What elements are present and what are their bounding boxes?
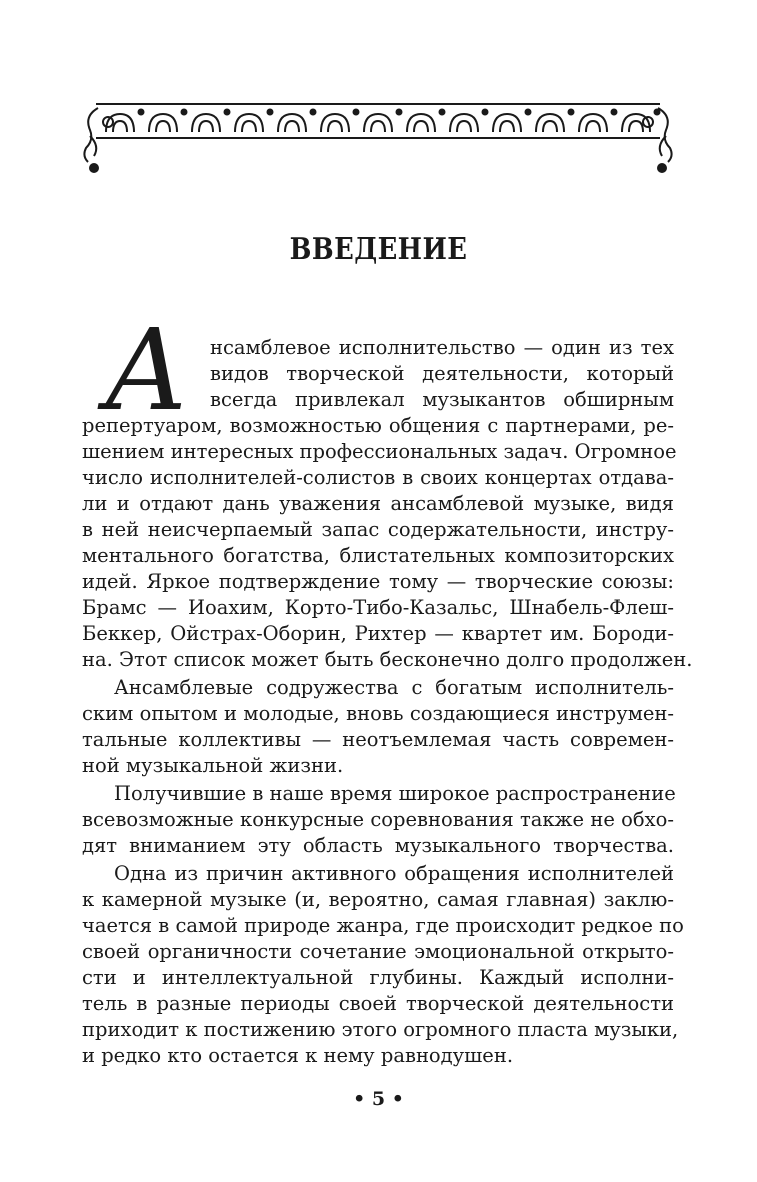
ornament-scroll	[450, 114, 478, 132]
ornament-dot	[354, 110, 359, 115]
ornament-dot	[569, 110, 574, 115]
text-line: всегда привлекал музыкантов обширным	[210, 388, 674, 411]
ornament-dot	[440, 110, 445, 115]
text-line: приходит к постижению этого огромного пласта музыки,	[82, 1018, 679, 1041]
text-line: шением интересных профессиональных задач. Огромное	[82, 440, 677, 463]
ornament-scroll	[579, 114, 607, 132]
text-line: ли и отдают дань уважения ансамблевой музыке, видя	[82, 492, 674, 515]
ornament-dot	[526, 110, 531, 115]
ornament-scroll	[235, 114, 263, 132]
ornament-scroll	[493, 114, 521, 132]
text-line: Получившие в наше время широкое распространение	[114, 782, 676, 805]
ornament-scroll	[407, 114, 435, 132]
text-line: всевозможные конкурсные соревнования также не обхо-	[82, 808, 674, 831]
text-line: ским опытом и молодые, вновь создающиеся инструмен-	[82, 702, 674, 725]
text-line: Беккер, Ойстрах-Оборин, Рихтер — квартет им. Бороди-	[82, 622, 674, 645]
drop-cap: А	[104, 306, 189, 436]
text-line: Ансамблевые содружества с богатым исполнитель-	[114, 676, 674, 699]
ornament-dot	[483, 110, 488, 115]
text-line: число исполнителей-солистов в своих концертах отдава-	[82, 466, 674, 489]
text-line: своей органичности сочетание эмоциональной открыто-	[82, 940, 674, 963]
text-line: на. Этот список может быть бесконечно долго продолжен.	[82, 648, 693, 671]
ornament-dot	[268, 110, 273, 115]
page-number: • 5 •	[353, 1088, 404, 1110]
text-line: тель в разные периоды своей творческой деятельности	[82, 992, 674, 1015]
text-line: идей. Яркое подтверждение тому — творческие союзы:	[82, 570, 674, 593]
ornament-dot	[225, 110, 230, 115]
text-line: Одна из причин активного обращения исполнителей	[114, 862, 674, 885]
text-line: Брамс — Иоахим, Корто-Тибо-Казальс, Шнабель-Флеш-	[82, 596, 674, 619]
text-line: чается в самой природе жанра, где происходит редкое по	[82, 914, 684, 937]
text-line: в ней неисчерпаемый запас содержательности, инстру-	[82, 518, 674, 541]
ornament-scroll	[364, 114, 392, 132]
ornament-scroll	[192, 114, 220, 132]
text-line: сти и интеллектуальной глубины. Каждый исполни-	[82, 966, 674, 989]
ornament-dot	[655, 110, 660, 115]
ornament-scroll	[278, 114, 306, 132]
text-line: к камерной музыке (и, вероятно, самая главная) заклю-	[82, 888, 674, 911]
ornament-dot	[311, 110, 316, 115]
text-line: видов творческой деятельности, который	[210, 362, 674, 385]
header-ornament	[80, 96, 676, 176]
ornament-scroll	[536, 114, 564, 132]
ornament-dot	[397, 110, 402, 115]
ornament-scroll	[149, 114, 177, 132]
text-line: репертуаром, возможностью общения с партнерами, ре-	[82, 414, 674, 437]
text-line: ной музыкальной жизни.	[82, 754, 344, 777]
text-line: дят вниманием эту область музыкального творчества.	[82, 834, 674, 857]
ornament-dot	[139, 110, 144, 115]
ornament-dot	[612, 110, 617, 115]
chapter-title: ВВЕДЕНИЕ	[289, 232, 468, 267]
text-line: и редко кто остается к нему равнодушен.	[82, 1044, 514, 1067]
text-line: тальные коллективы — неотъемлемая часть современ-	[82, 728, 674, 751]
ornament-scroll	[321, 114, 349, 132]
ornament-dot	[182, 110, 187, 115]
text-line: нсамблевое исполнительство — один из тех	[210, 336, 674, 359]
text-line: ментального богатства, блистательных композиторских	[82, 544, 674, 567]
